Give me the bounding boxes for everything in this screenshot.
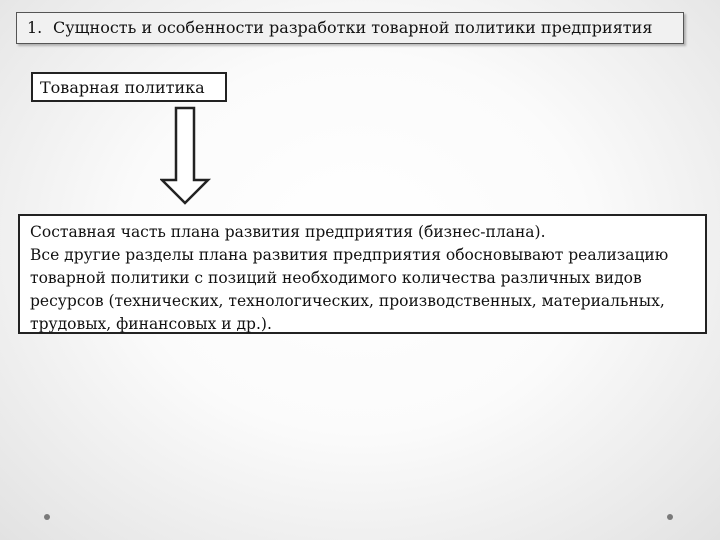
title-text: Сущность и особенности разработки товарной политики предприятия: [53, 18, 653, 37]
slide-title: [16, 12, 684, 44]
description-line-1: Составная часть плана развития предприятия (бизнес-плана).: [30, 223, 546, 241]
title-number: 1.: [27, 18, 43, 37]
down-arrow-icon: [160, 106, 212, 206]
description-box: [18, 214, 707, 334]
left-dot-icon: [44, 514, 50, 520]
right-dot-icon: [667, 514, 673, 520]
description-line-2: Все другие разделы плана развития предприятия обосновывают реализацию товарной политики с позиций необходимого количества различных видов ресурсов (технических, технологических, производственных, материальных, трудовых, финансовых и др.).: [30, 246, 669, 333]
product-policy-label: [31, 72, 227, 102]
product-policy-label-text: Товарная политика: [40, 78, 205, 97]
